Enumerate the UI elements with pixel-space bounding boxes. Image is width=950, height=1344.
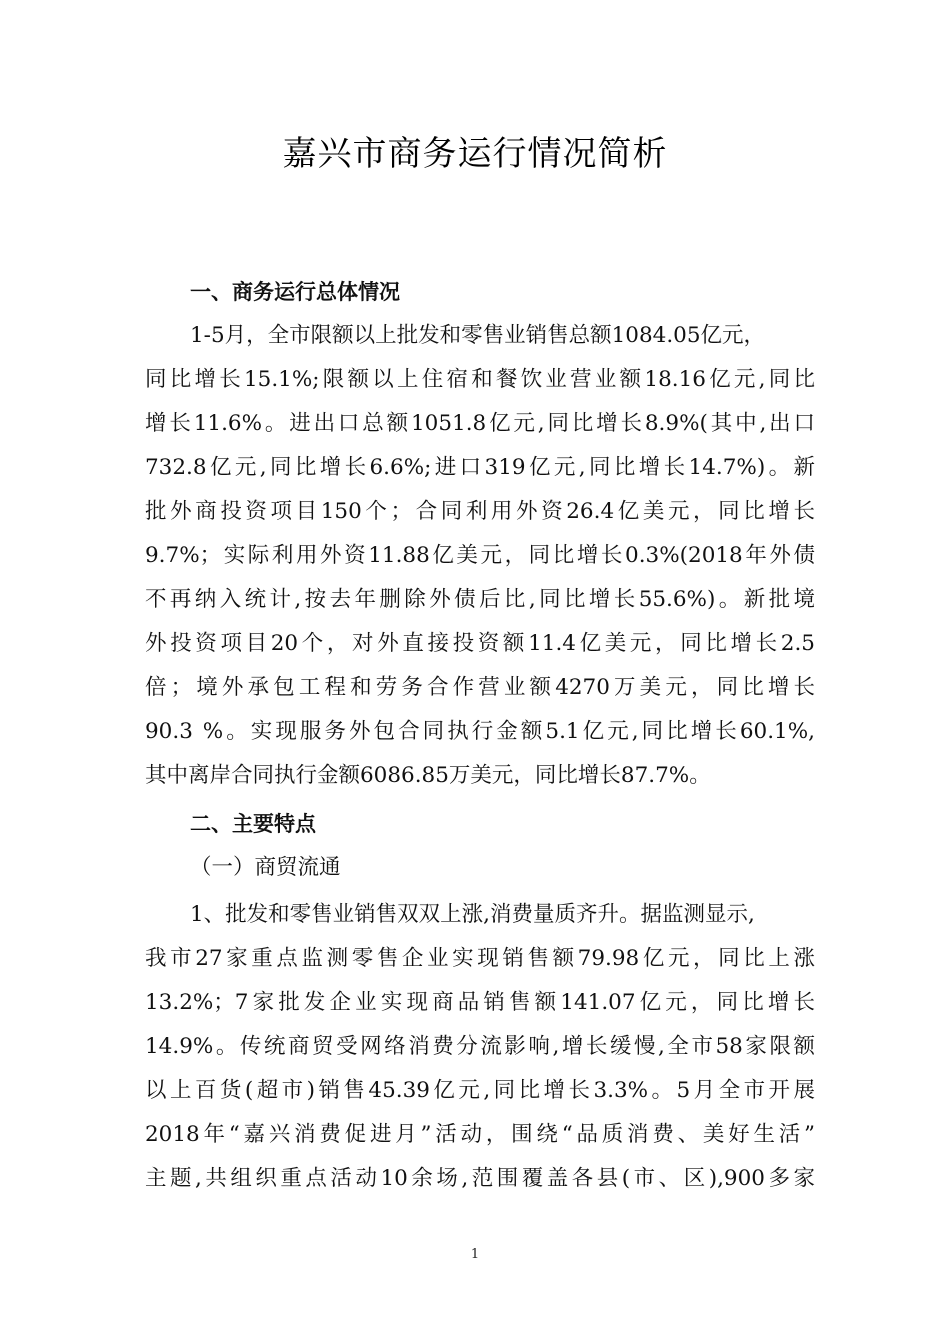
paragraph-line: 14.9%。传统商贸受网络消费分流影响,增长缓慢,全市58家限额 — [145, 1034, 815, 1059]
paragraph-line: 1、批发和零售业销售双双上涨,消费量质齐升。据监测显示, — [190, 902, 755, 927]
paragraph-line: 732.8亿元,同比增长6.6%;进口319亿元,同比增长14.7%)。新 — [145, 455, 815, 480]
paragraph-line: 同比增长15.1%;限额以上住宿和餐饮业营业额18.16亿元,同比 — [145, 367, 815, 392]
paragraph-line: 批外商投资项目150个；合同利用外资26.4亿美元，同比增长 — [145, 499, 815, 524]
paragraph-line: 倍；境外承包工程和劳务合作营业额4270万美元，同比增长 — [145, 675, 815, 700]
paragraph-line: 9.7%；实际利用外资11.88亿美元，同比增长0.3%(2018年外债 — [145, 543, 815, 568]
paragraph-line: 不再纳入统计,按去年删除外债后比,同比增长55.6%)。新批境 — [145, 587, 815, 612]
paragraph-line: 外投资项目20个，对外直接投资额11.4亿美元，同比增长2.5 — [145, 631, 815, 656]
subsection-heading-commerce: （一）商贸流通 — [190, 855, 341, 880]
section-heading-features: 二、主要特点 — [190, 812, 316, 836]
paragraph-line: 90.3 %。实现服务外包合同执行金额5.1亿元,同比增长60.1%, — [145, 719, 815, 744]
paragraph-line: 2018年“嘉兴消费促进月”活动，围绕“品质消费、美好生活” — [145, 1122, 815, 1147]
paragraph-line: 主题,共组织重点活动10余场,范围覆盖各县(市、区),900多家 — [145, 1166, 815, 1191]
page-number: 1 — [470, 1247, 480, 1262]
section-heading-overview: 一、商务运行总体情况 — [190, 280, 400, 304]
paragraph-line: 以上百货(超市)销售45.39亿元,同比增长3.3%。5月全市开展 — [145, 1078, 815, 1103]
paragraph-line: 我市27家重点监测零售企业实现销售额79.98亿元，同比上涨 — [145, 946, 815, 971]
paragraph-line: 其中离岸合同执行金额6086.85万美元，同比增长87.7%。 — [145, 763, 711, 788]
paragraph-line: 1-5月，全市限额以上批发和零售业销售总额1084.05亿元， — [190, 323, 766, 348]
document-title: 嘉兴市商务运行情况简析 — [282, 134, 668, 174]
paragraph-line: 增长11.6%。进出口总额1051.8亿元,同比增长8.9%(其中,出口 — [145, 411, 815, 436]
paragraph-line: 13.2%；7家批发企业实现商品销售额141.07亿元，同比增长 — [145, 990, 815, 1015]
